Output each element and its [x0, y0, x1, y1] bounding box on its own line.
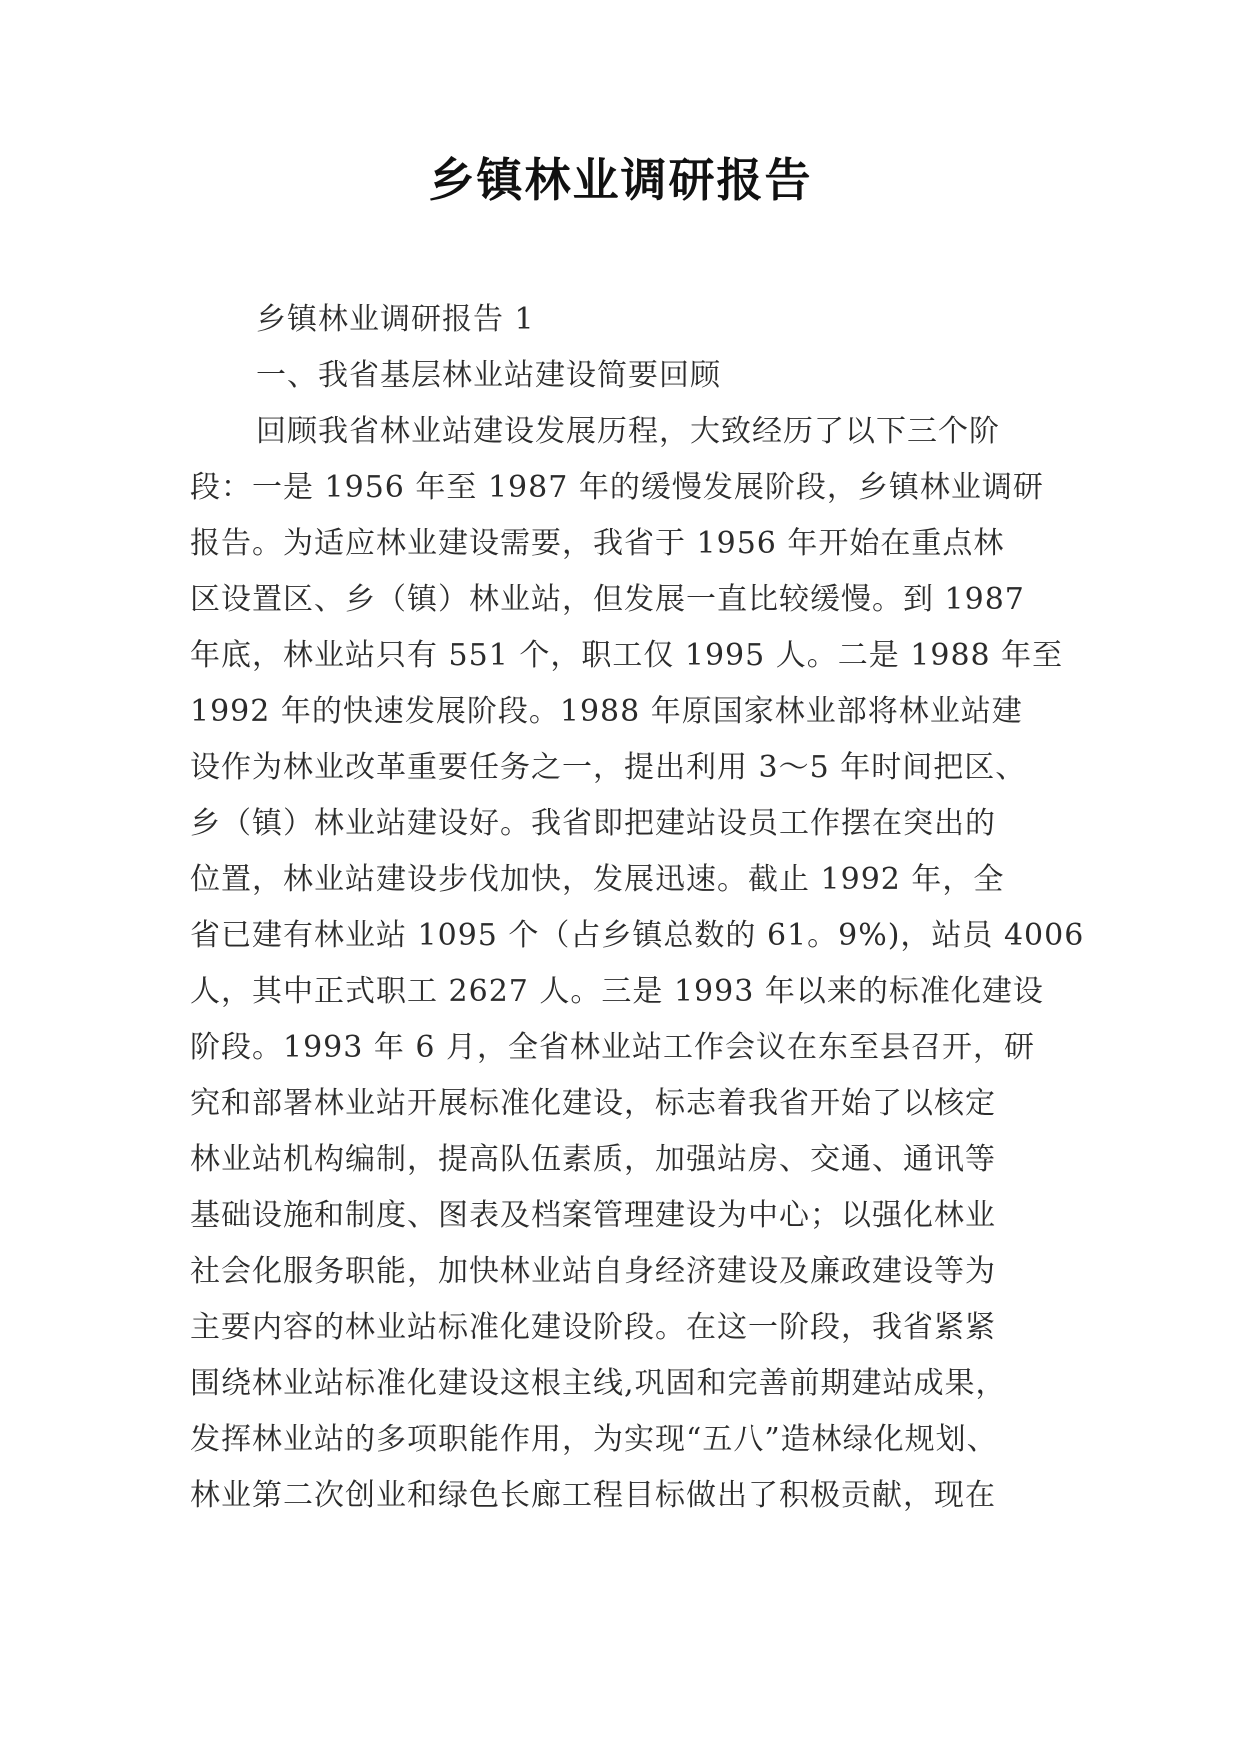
paragraph-line: 1992 年的快速发展阶段。1988 年原国家林业部将林业站建	[190, 694, 1023, 729]
paragraph-line: 人，其中正式职工 2627 人。三是 1993 年以来的标准化建设	[190, 974, 1044, 1009]
document-body	[190, 292, 1085, 1524]
paragraph-line: 年底，林业站只有 551 个，职工仅 1995 人。二是 1988 年至	[190, 638, 1064, 673]
section-heading: 乡镇林业调研报告 1	[256, 302, 535, 337]
paragraph-line: 区设置区、乡（镇）林业站，但发展一直比较缓慢。到 1987	[190, 582, 1025, 617]
paragraph-line: 报告。为适应林业建设需要，我省于 1956 年开始在重点林	[190, 526, 1005, 561]
paragraph-line: 围绕林业站标准化建设这根主线,巩固和完善前期建站成果，	[190, 1366, 1007, 1401]
paragraph-line: 阶段。1993 年 6 月，全省林业站工作会议在东至县召开，研	[190, 1030, 1036, 1065]
paragraph-line: 主要内容的林业站标准化建设阶段。在这一阶段，我省紧紧	[190, 1310, 996, 1345]
paragraph-line: 设作为林业改革重要任务之一，提出利用 3～5 年时间把区、	[190, 750, 1027, 785]
paragraph-line: 段：一是 1956 年至 1987 年的缓慢发展阶段，乡镇林业调研	[190, 470, 1044, 505]
paragraph-line: 究和部署林业站开展标准化建设，标志着我省开始了以核定	[190, 1086, 996, 1121]
paragraph-line: 社会化服务职能，加快林业站自身经济建设及廉政建设等为	[190, 1254, 996, 1289]
paragraph-line: 位置，林业站建设步伐加快，发展迅速。截止 1992 年，全	[190, 862, 1005, 897]
paragraph-line: 基础设施和制度、图表及档案管理建设为中心；以强化林业	[190, 1198, 996, 1233]
paragraph-line: 乡（镇）林业站建设好。我省即把建站设员工作摆在突出的	[190, 806, 996, 841]
page-title: 乡镇林业调研报告	[428, 153, 813, 207]
paragraph-line: 回顾我省林业站建设发展历程，大致经历了以下三个阶	[256, 414, 1000, 449]
paragraph-line: 省已建有林业站 1095 个（占乡镇总数的 61。9%)，站员 4006	[190, 918, 1085, 953]
paragraph-line: 林业第二次创业和绿色长廊工程目标做出了积极贡献，现在	[190, 1478, 996, 1513]
paragraph-line: 林业站机构编制，提高队伍素质，加强站房、交通、通讯等	[190, 1142, 996, 1177]
subsection-heading: 一、我省基层林业站建设简要回顾	[256, 358, 721, 393]
paragraph-line: 发挥林业站的多项职能作用，为实现“五八”造林绿化规划、	[190, 1422, 998, 1457]
